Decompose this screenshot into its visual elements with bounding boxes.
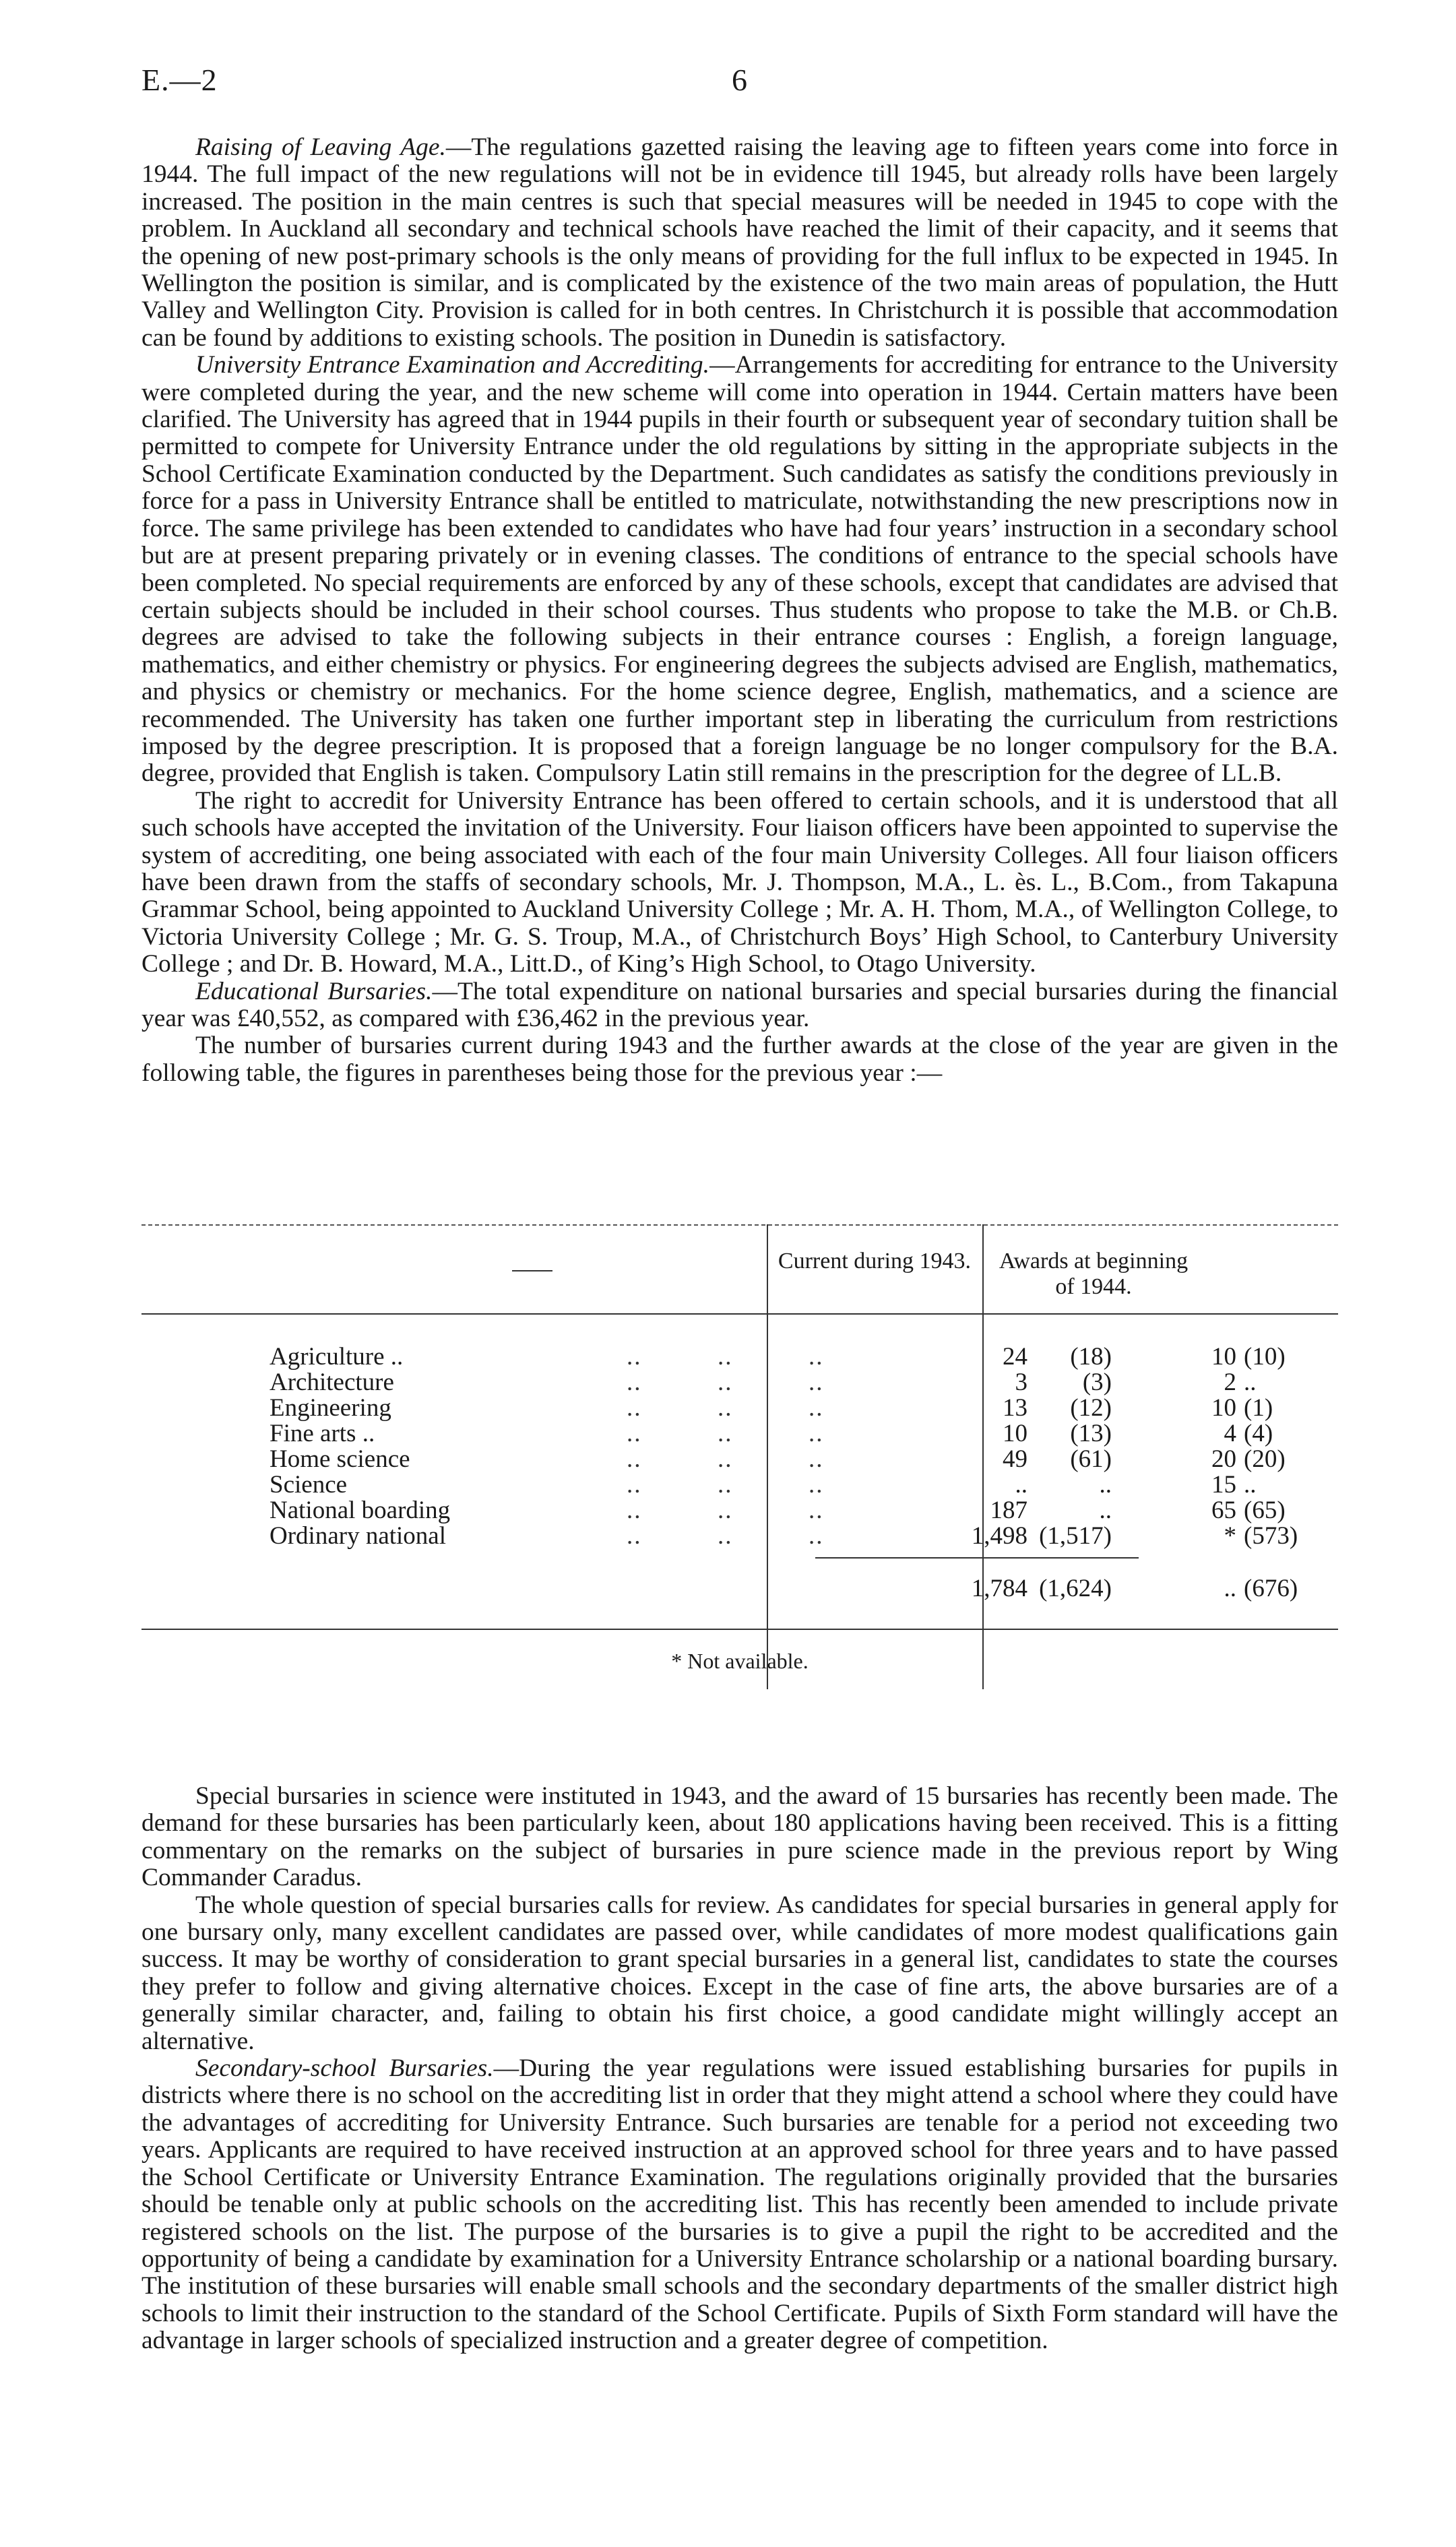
bursaries-table xyxy=(141,1224,1338,1743)
awards-value: 2 xyxy=(1224,1369,1236,1396)
total-current-value: 1,784 xyxy=(971,1575,1027,1602)
current-value: 10 xyxy=(1003,1420,1027,1447)
paragraph-text: —The regulations gazetted raising the leaving age to fifteen years come into force in 1944. The full impact of the new regulations will not be in evidence till 1945, but already rolls have been largely increased. The position in the main centres is such that special measures will be needed in 1945 to cope with the problem. In Auckland all secondary and technical schools have reached the limit of their capacity, and it seems that the opening of new post-primary schools is the only means of providing for the full influx to be expected in 1945. In Wellington the position is similar, and is complicated by the existence of the two main areas of population, the Hutt Valley and Wellington City. Provision is called for in both centres. In Christchurch it is possible that accommodation can be found by additions to existing schools. The position in Dunedin is satisfactory. xyxy=(141,133,1338,352)
current-prev-value: (13) xyxy=(1070,1420,1112,1447)
total-rule xyxy=(815,1557,1139,1559)
paragraph-text: The whole question of special bursaries calls for review. As candidates for special bursaries in general apply for one bursary only, many excellent candidates are passed over, while candidates of more modest qualifications gain success. It may be worthy of consideration to grant special bursaries in a general list, candidates to state the courses they prefer to follow and giving alternative choices. Except in the case of fine arts, the above bursaries are of a generally similar character, and, failing to obtain his first choice, a good candidate might willingly accept an alternative. xyxy=(141,1891,1338,2055)
paragraph-secondary-school-bursaries xyxy=(141,2055,1338,2354)
awards-value: 15 xyxy=(1211,1471,1236,1499)
leader-dots: .. .. .. xyxy=(505,1420,824,1447)
table-row xyxy=(141,1344,1338,1370)
row-label: Agriculture .. xyxy=(270,1343,404,1371)
awards-value: 20 xyxy=(1211,1445,1236,1473)
awards-value: 10 xyxy=(1211,1394,1236,1422)
total-current-prev-value: (1,624) xyxy=(1039,1575,1112,1602)
page-number: 6 xyxy=(732,63,747,97)
table-row xyxy=(141,1498,1338,1523)
paragraph-science-bursaries xyxy=(141,1783,1338,1892)
leader-dots: .. .. .. xyxy=(505,1445,824,1473)
table-header-rule xyxy=(141,1313,1338,1315)
current-prev-value: (61) xyxy=(1070,1445,1112,1473)
current-prev-value: (12) xyxy=(1070,1394,1112,1422)
awards-prev-value: (4) xyxy=(1244,1420,1273,1447)
table-top-rule xyxy=(141,1224,1338,1226)
paragraph-university-entrance xyxy=(141,352,1338,788)
current-value: .. xyxy=(1015,1471,1027,1499)
current-value: 49 xyxy=(1003,1445,1027,1473)
table-row xyxy=(141,1447,1338,1472)
row-label: Science xyxy=(270,1471,348,1499)
leader-dots: .. .. .. xyxy=(505,1522,824,1550)
current-value: 187 xyxy=(990,1497,1027,1524)
section-title: University Entrance Examination and Accrediting. xyxy=(195,351,710,379)
awards-prev-value: .. xyxy=(1244,1369,1257,1396)
section-title: Raising of Leaving Age. xyxy=(195,133,446,161)
current-prev-value: .. xyxy=(1099,1497,1112,1524)
row-label: Fine arts .. xyxy=(270,1420,375,1447)
paragraph-table-intro xyxy=(141,1032,1338,1087)
row-label: Ordinary national xyxy=(270,1522,446,1550)
paragraph-text: —During the year regulations were issued establishing bursaries for pupils in districts where there is no school on the accrediting list in order that they might attend a school where they could have the advantages of accrediting for University Entrance. Such bursaries are tenable for a period not exceeding two years. Applicants are required to have received instruction at an approved school for three years and to have passed the School Certificate or University Entrance Examination. The regulations originally provided that the bursaries should be tenable only at public schools on the accrediting list. This has recently been amended to include private registered schools on the list. The purpose of the bursaries is to give a pupil the right to be accredited and the opportunity of being a candidate by examination for a University Entrance scholarship or a national boarding bursary. The institution of these bursaries will enable small schools and the secondary departments of the smaller district high schools to limit their instruction to the standard of the School Certificate. Pupils of Sixth Form standard will have the advantage in larger schools of specialized instruction and a greater degree of competition. xyxy=(141,2054,1339,2355)
awards-value: 10 xyxy=(1211,1343,1236,1371)
leader-dots: .. .. .. xyxy=(505,1471,824,1499)
current-value: 24 xyxy=(1003,1343,1027,1371)
awards-value: 65 xyxy=(1211,1497,1236,1524)
column-header-awards: Awards at beginning of 1944. xyxy=(999,1249,1189,1299)
paragraph-text: The number of bursaries current during 1943 and the further awards at the close of the year are given in the following table, the figures in parentheses being those for the previous year :— xyxy=(141,1032,1338,1087)
total-awards-prev-value: (676) xyxy=(1244,1575,1298,1602)
paragraph-educational-bursaries xyxy=(141,978,1338,1033)
awards-prev-value: (573) xyxy=(1244,1522,1298,1550)
leader-dots: .. .. .. xyxy=(505,1497,824,1524)
awards-value: * xyxy=(1224,1522,1236,1550)
awards-prev-value: (10) xyxy=(1244,1343,1286,1371)
current-value: 13 xyxy=(1003,1394,1027,1422)
table-row xyxy=(141,1523,1338,1549)
table-total-row xyxy=(141,1576,1338,1602)
table-bottom-rule xyxy=(141,1629,1338,1630)
paragraph-accrediting xyxy=(141,788,1338,978)
row-label: National boarding xyxy=(270,1497,451,1524)
awards-prev-value: (65) xyxy=(1244,1497,1286,1524)
paragraph-text: —The total expenditure on national bursaries and special bursaries during the financial year was £40,552, as compared with £36,462 in the previous year. xyxy=(141,977,1338,1032)
table-footnote: * Not available. xyxy=(671,1649,809,1673)
table-row xyxy=(141,1421,1338,1447)
awards-prev-value: (1) xyxy=(1244,1394,1273,1422)
body-text-top xyxy=(141,134,1338,1087)
leader-dots: .. .. .. xyxy=(505,1343,824,1371)
table-row xyxy=(141,1395,1338,1421)
section-title: Secondary-school Bursaries. xyxy=(195,2054,494,2083)
leader-dots: .. .. .. xyxy=(505,1369,824,1396)
current-value: 3 xyxy=(1015,1369,1027,1396)
document-code: E.—2 xyxy=(141,63,218,97)
table-row xyxy=(141,1472,1338,1498)
section-title: Educational Bursaries. xyxy=(195,977,433,1005)
current-prev-value: (1,517) xyxy=(1039,1522,1112,1550)
current-prev-value: (3) xyxy=(1082,1369,1112,1396)
current-value: 1,498 xyxy=(971,1522,1027,1550)
paragraph-leaving-age xyxy=(141,134,1338,352)
paragraph-special-bursaries-review xyxy=(141,1892,1338,2055)
leader-dots: .. .. .. xyxy=(505,1394,824,1422)
row-label: Home science xyxy=(270,1445,410,1473)
paragraph-text: Special bursaries in science were instituted in 1943, and the award of 15 bursaries has recently been made. The demand for these bursaries has been particularly keen, about 180 applications having been received. This is a fitting commentary on the remarks on the subject of bursaries in pure science made in the previous report by Wing Commander Caradus. xyxy=(141,1782,1338,1892)
table-row xyxy=(141,1370,1338,1395)
paragraph-text: The right to accredit for University Entrance has been offered to certain schools, and it is understood that all such schools have accepted the invitation of the University. Four liaison officers have been appointed to supervise the system of accrediting, one being associated with each of the four main University Colleges. All four liaison officers have been drawn from the staffs of secondary schools, Mr. J. Thompson, M.A., L. ès. L., B.Com., from Takapuna Grammar School, being appointed to Auckland University College ; Mr. A. H. Thom, M.A., of Wellington College, to Victoria University College ; Mr. G. S. Troup, M.A., of Christchurch Boys’ High School, to Canterbury University College ; and Dr. B. Howard, M.A., Litt.D., of King’s High School, to Otago University. xyxy=(141,786,1338,978)
body-text-bottom xyxy=(141,1783,1338,2355)
row-label: Architecture xyxy=(270,1369,394,1396)
row-label: Engineering xyxy=(270,1394,391,1422)
awards-prev-value: .. xyxy=(1244,1471,1257,1499)
awards-prev-value: (20) xyxy=(1244,1445,1286,1473)
current-prev-value: .. xyxy=(1099,1471,1112,1499)
current-prev-value: (18) xyxy=(1070,1343,1112,1371)
total-awards-value: .. xyxy=(1224,1575,1236,1602)
column-header-current: Current during 1943. xyxy=(778,1249,972,1274)
paragraph-text: —Arrangements for accrediting for entrance to the University were completed during the year, and the new scheme will come into operation in 1944. Certain matters have been clarified. The University has agreed that in 1944 pupils in their fourth or subsequent year of secondary tuition shall be permitted to compete for University Entrance under the old regulations by sitting in the appropriate subjects in the School Certificate Examination conducted by the Department. Such candidates as satisfy the conditions previously in force for a pass in University Entrance shall be entitled to matriculate, notwithstanding the new prescriptions now in force. The same privilege has been extended to candidates who have had four years’ instruction in a secondary school but are at present preparing privately or in evening classes. The conditions of entrance to the special schools have been completed. No special requirements are enforced by any of these schools, except that candidates are advised that certain subjects should be included in their school courses. Thus students who propose to take the M.B. or Ch.B. degrees are advised to take the following subjects in their entrance courses : English, a foreign language, mathematics, and either chemistry or physics. For engineering degrees the subjects advised are English, mathematics, and physics or chemistry or mechanics. For the home science degree, English, mathematics, and a science are recommended. The University has taken one further important step in liberating the curriculum from restrictions imposed by the degree prescription. It is proposed that a foreign language be no longer compulsory for the B.A. degree, provided that English is taken. Compulsory Latin still remains in the prescription for the degree of LL.B. xyxy=(141,351,1338,788)
awards-value: 4 xyxy=(1224,1420,1236,1447)
table-corner-dash xyxy=(512,1270,552,1271)
